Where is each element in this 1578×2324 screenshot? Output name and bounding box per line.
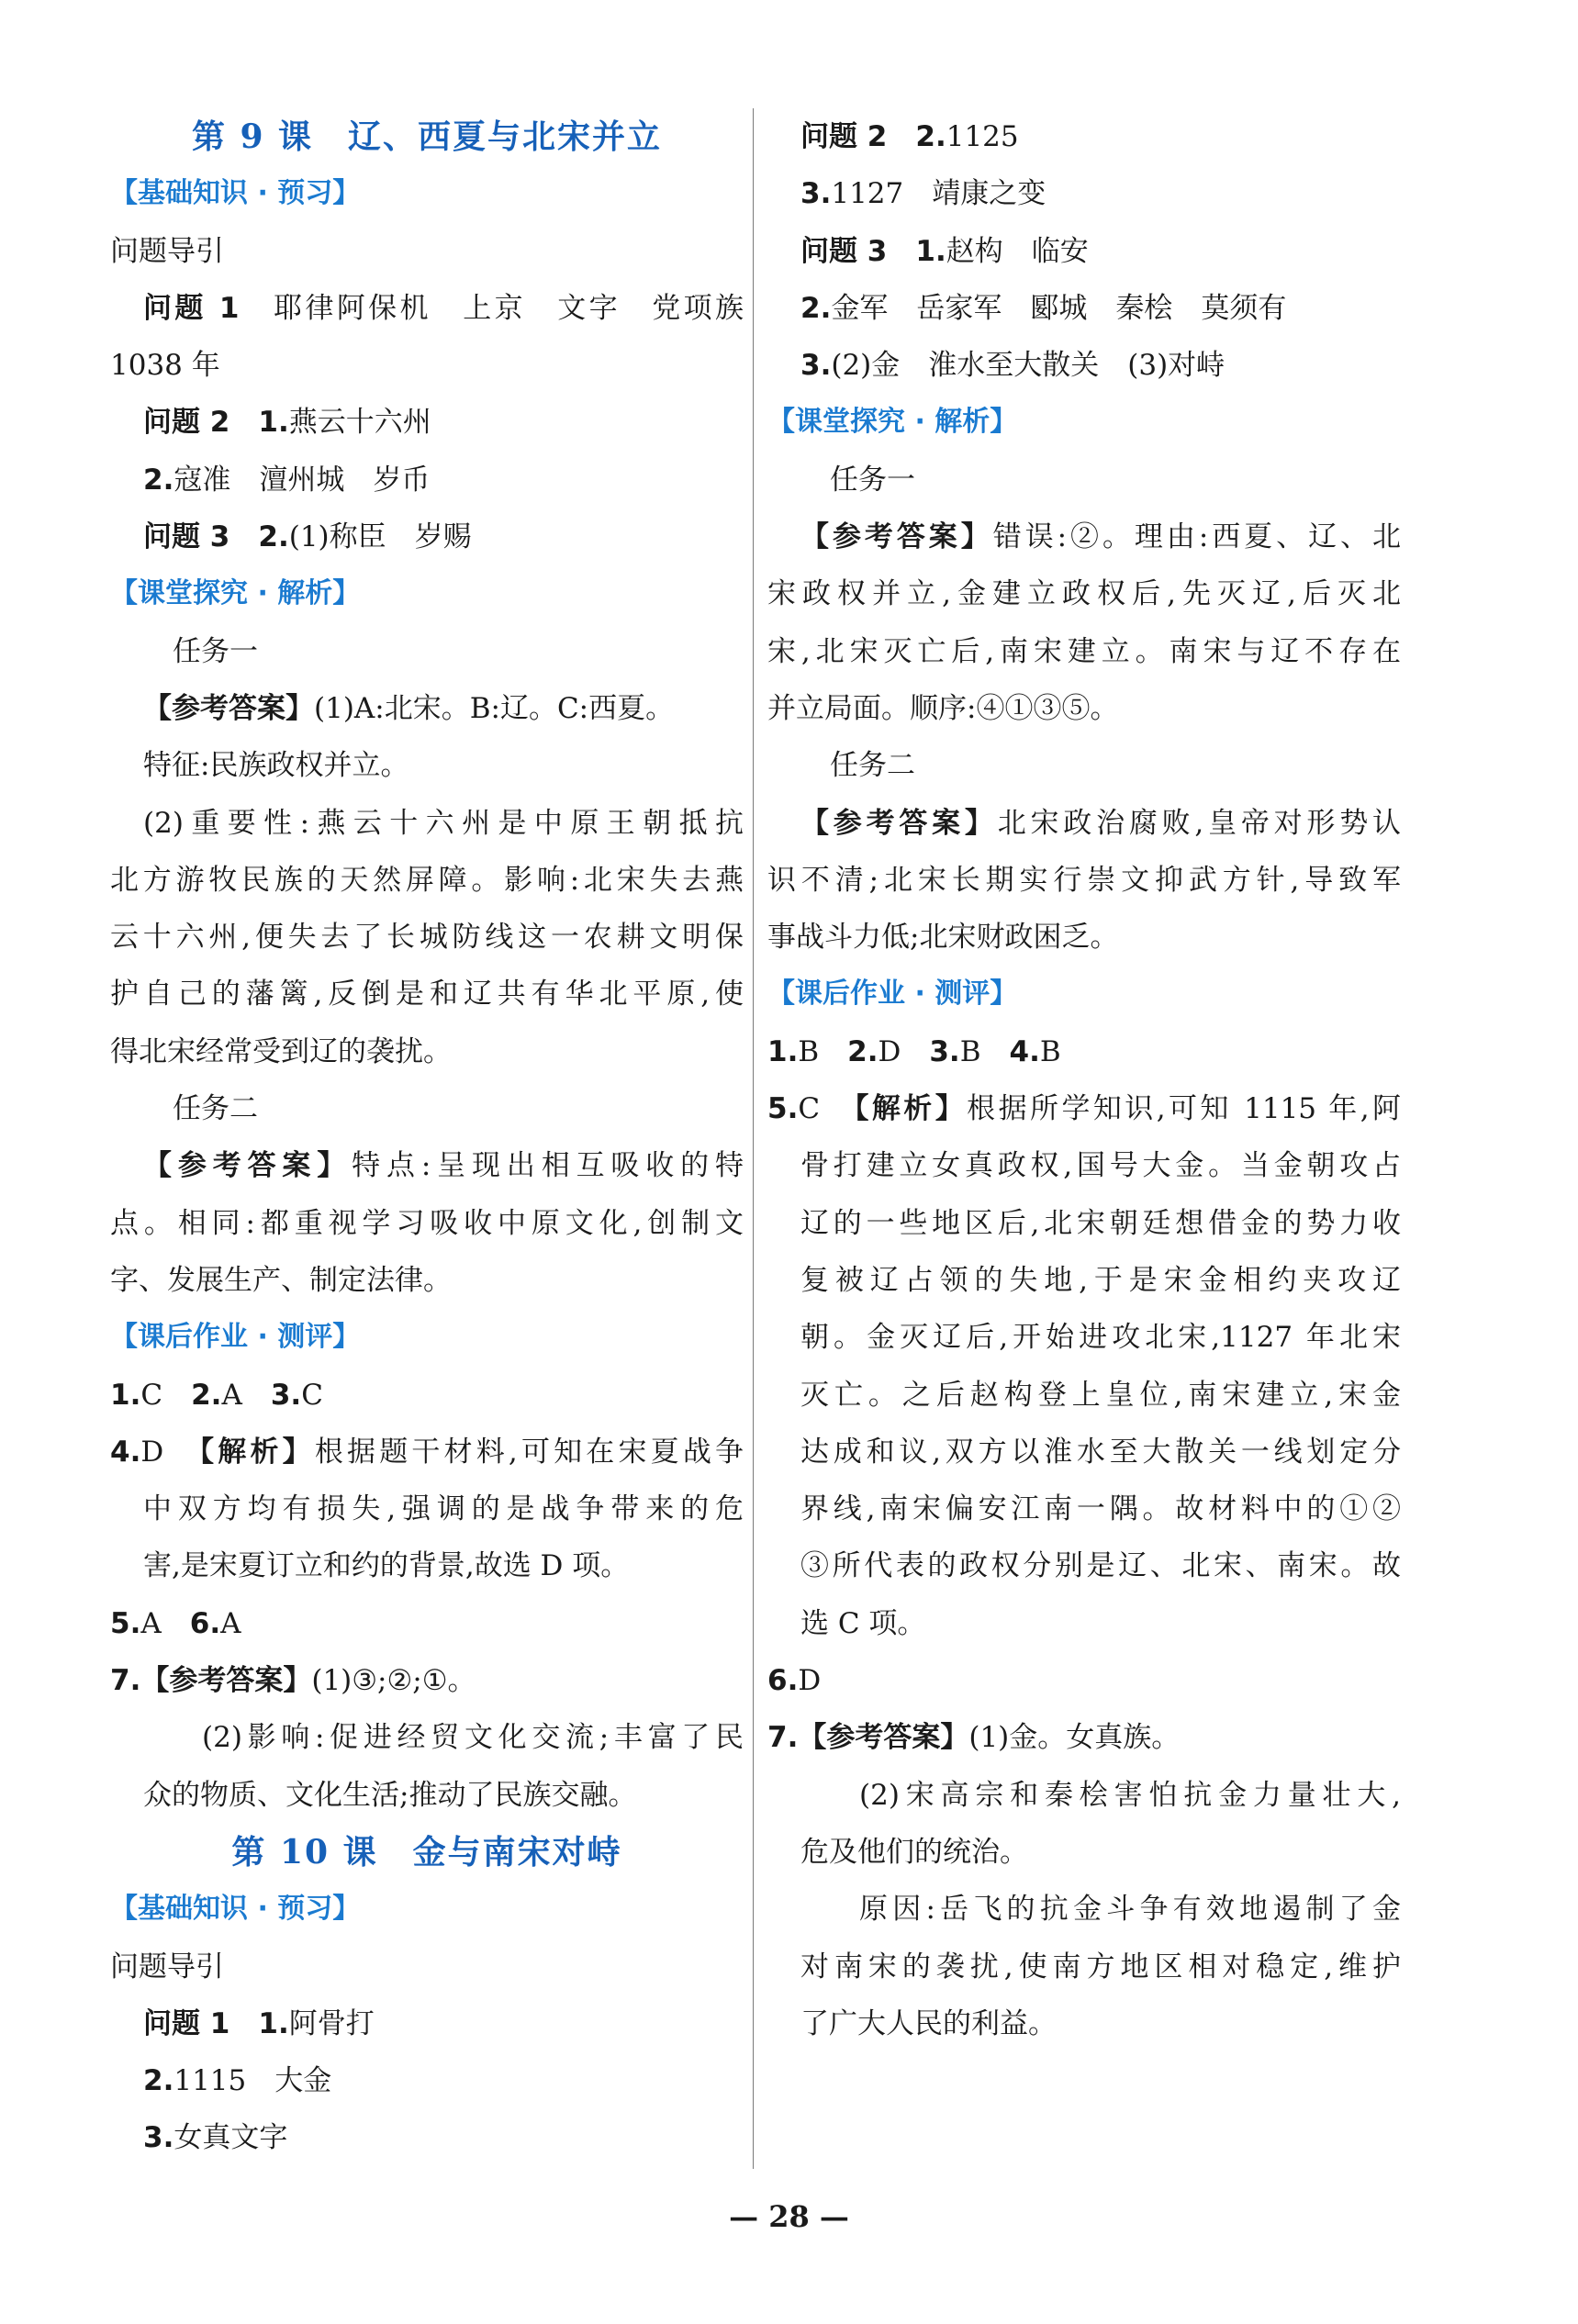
item-number: 1. — [767, 1034, 799, 1068]
item-number: 2. — [800, 291, 832, 325]
analysis-line: ③所代表的政权分别是辽、北宋、南宋。故 — [800, 1549, 1401, 1583]
analysis-text: 根据所学知识,可知 1115 年,阿 — [967, 1092, 1401, 1126]
answer-text: (1)金。女真族。 — [968, 1721, 1181, 1755]
question-guide-heading: 问题导引 — [110, 234, 224, 268]
item-number: 4. — [110, 1435, 141, 1469]
analysis-label: 【解析】 — [854, 1092, 968, 1126]
answer-text: (1)称臣 岁赐 — [288, 520, 472, 554]
task-1-answer-line: (2)重要性:燕云十六州是中原王朝抵抗 — [143, 806, 744, 840]
item-number: 7. — [110, 1664, 141, 1698]
reference-answer-label: 【参考答案】 — [800, 520, 993, 554]
reference-answer-label: 【参考答案】 — [143, 1149, 353, 1183]
task-1-heading: 任务一 — [173, 634, 258, 668]
item-number: 5. — [767, 1092, 799, 1126]
q-label: 问题 1 — [143, 291, 240, 325]
task-1-answer — [110, 680, 744, 737]
lesson-9-title: 第 9 课 辽、西夏与北宋并立 — [191, 117, 663, 156]
choice-answer: A — [140, 1606, 162, 1640]
task-2-heading: 任务二 — [830, 749, 915, 783]
reference-answer-label: 【参考答案】 — [800, 806, 998, 840]
choice-answer: B — [798, 1034, 820, 1068]
analysis-line: 害,是宋夏订立和约的背景,故选 D 项。 — [143, 1549, 630, 1583]
l10-question-2 — [767, 108, 1401, 165]
l9-question-2 — [110, 394, 744, 451]
item-number: 3. — [143, 2121, 174, 2155]
answer-line: 了广大人民的利益。 — [800, 2006, 1057, 2040]
choice-answer: D — [798, 1664, 822, 1698]
analysis-line: 朝。金灭辽后,开始进攻北宋,1127 年北宋 — [800, 1321, 1401, 1355]
item-number: 1. — [110, 1378, 141, 1412]
analysis-line: 辽的一些地区后,北宋朝廷想借金的势力收 — [800, 1206, 1401, 1240]
task-1-answer-line: 护自己的藩篱,反倒是和辽共有华北平原,使 — [110, 978, 744, 1011]
l9-question-1-cont: 1038 年 — [110, 349, 220, 383]
item-number: 6. — [189, 1606, 221, 1640]
section-homework: 【课后作业 · 测评】 — [110, 1321, 361, 1354]
reference-answer-label: 【参考答案】 — [143, 691, 314, 725]
analysis-label: 【解析】 — [199, 1435, 315, 1469]
answer-text: 耶律阿保机 上京 文字 党项族 — [274, 291, 744, 325]
section-basic-knowledge: 【基础知识 · 预习】 — [110, 1893, 361, 1926]
l10-question-3-item-3 — [767, 337, 1401, 394]
homework-answers-5-6 — [110, 1595, 744, 1652]
choice-answer: C — [798, 1092, 821, 1126]
item-number: 3. — [800, 349, 832, 383]
column-divider — [753, 108, 754, 2169]
item-number: 4. — [1009, 1034, 1040, 1068]
l10-question-1 — [110, 1995, 744, 2052]
answer-line: 危及他们的统治。 — [800, 1835, 1028, 1869]
l9-question-2-item-2 — [110, 452, 744, 508]
answer-text: 阿骨打 — [288, 2006, 375, 2040]
homework-answer-7 — [110, 1652, 744, 1709]
task-1-answer-line: 宋政权并立,金建立政权后,先灭辽,后灭北 — [767, 577, 1401, 611]
answer-text: 燕云十六州 — [288, 406, 431, 440]
l10-question-1-item-2 — [110, 2052, 744, 2109]
answer-text: (1)A:北宋。B:辽。C:西夏。 — [314, 691, 675, 725]
analysis-line: 复被辽占领的失地,于是宋金相约夹攻辽 — [800, 1263, 1401, 1297]
answer-text: 错误:②。理由:西夏、辽、北 — [992, 520, 1401, 554]
analysis-line: 选 C 项。 — [800, 1606, 926, 1640]
choice-answer: A — [220, 1606, 241, 1640]
answer-text: 北宋政治腐败,皇帝对形势认 — [997, 806, 1401, 840]
item-number: 2. — [915, 120, 946, 153]
task-1-answer-line: 并立局面。顺序:④①③⑤。 — [767, 691, 1119, 725]
q-label: 问题 1 — [143, 2006, 230, 2040]
page-number: — 28 — — [729, 2199, 849, 2234]
task-1-heading: 任务一 — [830, 463, 915, 497]
question-guide-heading: 问题导引 — [110, 1950, 224, 1983]
task-2-answer-line: 事战斗力低;北宋财政困乏。 — [767, 921, 1119, 955]
analysis-text: 根据题干材料,可知在宋夏战争 — [314, 1435, 744, 1469]
analysis-line: 中双方均有损失,强调的是战争带来的危 — [143, 1492, 744, 1526]
homework-answers-1-3 — [110, 1367, 744, 1424]
choice-answer: D — [140, 1435, 164, 1469]
section-classroom-inquiry: 【课堂探究 · 解析】 — [110, 577, 361, 610]
task-2-answer-line: 识不清;北宋长期实行崇文抑武方针,导致军 — [767, 863, 1401, 897]
answer-text: 1125 — [946, 120, 1019, 153]
item-number: 3. — [929, 1034, 960, 1068]
lesson-10-title: 第 10 课 金与南宋对峙 — [231, 1832, 622, 1871]
answer-text: 寇准 澶州城 岁币 — [173, 463, 431, 497]
l9-question-3 — [110, 508, 744, 565]
choice-answer: B — [959, 1034, 981, 1068]
l10-question-2-item-3 — [767, 165, 1401, 222]
answer-line: 众的物质、文化生活;推动了民族交融。 — [143, 1778, 637, 1812]
answer-text: (1)③;②;①。 — [311, 1664, 476, 1698]
task-1-answer-line: 北方游牧民族的天然屏障。影响:北宋失去燕 — [110, 863, 744, 897]
task-2-answer-line: 点。相同:都重视学习吸收中原文化,创制文 — [110, 1206, 744, 1240]
item-number: 6. — [767, 1664, 799, 1698]
q-label: 问题 2 — [143, 406, 230, 440]
choice-answer: C — [140, 1378, 163, 1412]
left-column — [110, 108, 744, 2167]
right-column — [767, 108, 1401, 2052]
item-number: 1. — [258, 2006, 289, 2040]
task-1-answer-line: 特征:民族政权并立。 — [143, 749, 409, 783]
homework-answers-1-4 — [767, 1023, 1401, 1080]
item-number: 3. — [800, 177, 832, 211]
item-number: 2. — [847, 1034, 879, 1068]
task-1-answer-line: 云十六州,便失去了长城防线这一农耕文明保 — [110, 921, 744, 955]
task-1-answer-line: 宋,北宋灭亡后,南宋建立。南宋与辽不存在 — [767, 634, 1401, 668]
analysis-line: 灭亡。之后赵构登上皇位,南宋建立,宋金 — [800, 1378, 1401, 1412]
task-1-answer — [767, 508, 1401, 565]
analysis-line: 骨打建立女真政权,国号大金。当金朝攻占 — [800, 1149, 1401, 1183]
answer-line: (2)宋高宗和秦桧害怕抗金力量壮大, — [859, 1778, 1401, 1812]
task-2-answer — [767, 795, 1401, 852]
answer-text: 1115 大金 — [173, 2064, 332, 2098]
homework-answer-7 — [767, 1709, 1401, 1766]
q-label: 问题 3 — [143, 520, 230, 554]
section-basic-knowledge: 【基础知识 · 预习】 — [110, 177, 361, 210]
answer-text: 赵构 临安 — [946, 234, 1089, 268]
homework-answer-4 — [110, 1424, 744, 1480]
choice-answer: C — [301, 1378, 323, 1412]
item-number: 2. — [191, 1378, 222, 1412]
answer-line: (2)影响:促进经贸文化交流;丰富了民 — [202, 1721, 744, 1755]
homework-answer-6 — [767, 1652, 1401, 1709]
answer-text: 女真文字 — [173, 2121, 288, 2155]
analysis-line: 界线,南宋偏安江南一隅。故材料中的①② — [800, 1492, 1401, 1526]
l10-question-3 — [767, 223, 1401, 280]
item-number: 2. — [258, 520, 289, 554]
reference-answer-label: 【参考答案】 — [798, 1721, 969, 1755]
item-number: 1. — [915, 234, 946, 268]
choice-answer: B — [1039, 1034, 1061, 1068]
task-2-answer-line: 字、发展生产、制定法律。 — [110, 1263, 452, 1297]
l10-question-1-item-3 — [110, 2109, 744, 2166]
answer-line: 对南宋的袭扰,使南方地区相对稳定,维护 — [800, 1950, 1401, 1983]
choice-answer: A — [221, 1378, 242, 1412]
item-number: 7. — [767, 1721, 799, 1755]
homework-answer-5 — [767, 1080, 1401, 1137]
item-number: 5. — [110, 1606, 141, 1640]
section-homework: 【课后作业 · 测评】 — [767, 978, 1018, 1011]
l10-question-3-item-2 — [767, 280, 1401, 337]
task-1-answer-line: 得北宋经常受到辽的袭扰。 — [110, 1034, 452, 1068]
q-label: 问题 2 — [800, 120, 888, 153]
item-number: 1. — [258, 406, 289, 440]
answer-text: (2)金 淮水至大散关 (3)对峙 — [831, 349, 1225, 383]
choice-answer: D — [878, 1034, 901, 1068]
item-number: 3. — [270, 1378, 302, 1412]
item-number: 2. — [143, 2064, 174, 2098]
reference-answer-label: 【参考答案】 — [140, 1664, 312, 1698]
task-2-heading: 任务二 — [173, 1092, 258, 1126]
l9-question-1 — [110, 280, 744, 337]
answer-line: 原因:岳飞的抗金斗争有效地遏制了金 — [859, 1893, 1401, 1927]
answer-text: 特点:呈现出相互吸收的特 — [352, 1149, 744, 1183]
item-number: 2. — [143, 463, 174, 497]
answer-text: 金军 岳家军 郾城 秦桧 莫须有 — [831, 291, 1287, 325]
q-label: 问题 3 — [800, 234, 888, 268]
task-2-answer — [110, 1137, 744, 1194]
answer-text: 1127 靖康之变 — [831, 177, 1046, 211]
section-classroom-inquiry: 【课堂探究 · 解析】 — [767, 406, 1018, 439]
analysis-line: 达成和议,双方以淮水至大散关一线划定分 — [800, 1435, 1401, 1469]
